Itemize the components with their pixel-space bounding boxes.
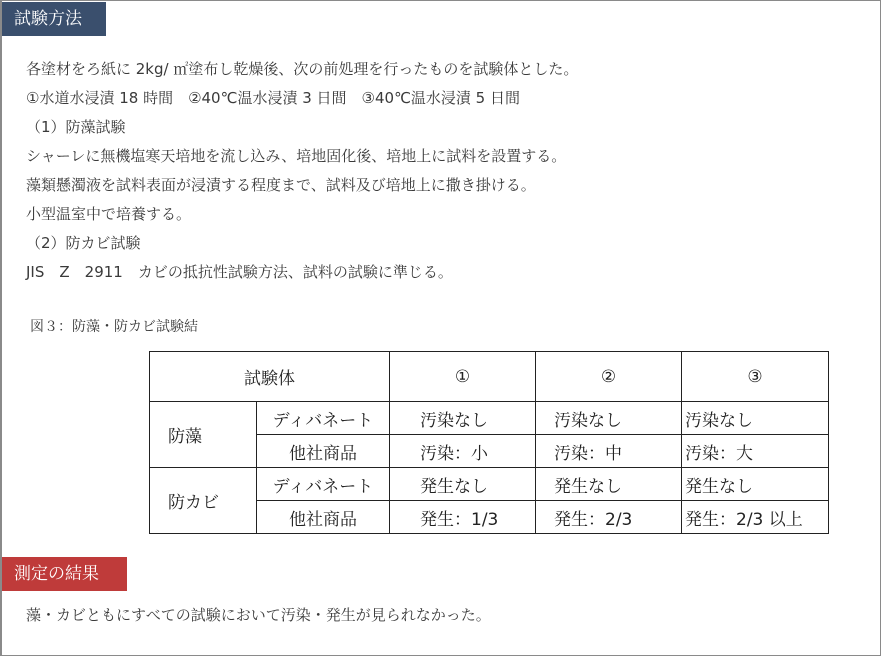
table-row: [150, 402, 829, 435]
value-cell: 汚染なし: [390, 402, 536, 435]
header-cell-specimen: 試験体: [150, 352, 390, 402]
value-cell: 発生なし: [390, 468, 536, 501]
figure-caption: 図３：防藻・防カビ試験結: [30, 319, 198, 335]
value-cell: 発生なし: [536, 468, 682, 501]
method-line: 小型温室中で培養する。: [26, 205, 192, 223]
header-cell-3: ③: [682, 352, 829, 402]
header-cell-1: ①: [390, 352, 536, 402]
product-cell: ディバネート: [257, 402, 390, 435]
result-text: 藻・カビともにすべての試験において汚染・発生が見られなかった。: [26, 606, 491, 624]
value-cell: 汚染：大: [682, 435, 829, 468]
value-cell: 発生：2/3: [536, 501, 682, 534]
table-row: [150, 468, 829, 501]
method-line: JIS Z 2911 カビの抵抗性試験方法、試料の試験に準じる。: [26, 263, 453, 281]
method-line: （2）防カビ試験: [26, 234, 141, 252]
method-line: 藻類懸濁液を試料表面が浸漬する程度まで、試料及び培地上に撒き掛ける。: [26, 176, 536, 194]
method-line: （1）防藻試験: [26, 118, 126, 136]
method-line: 各塗材をろ紙に 2kg/ ㎡塗布し乾燥後、次の前処理を行ったものを試験体とした。: [26, 60, 579, 78]
method-line: シャーレに無機塩寒天培地を流し込み、培地固化後、培地上に試料を設置する。: [26, 147, 567, 165]
value-cell: 汚染：小: [390, 435, 536, 468]
product-cell: 他社商品: [257, 501, 390, 534]
value-cell: 汚染なし: [682, 402, 829, 435]
value-cell: 汚染なし: [536, 402, 682, 435]
method-line: ①水道水浸漬 18 時間 ②40℃温水浸漬 3 日間 ③40℃温水浸漬 5 日間: [26, 89, 520, 107]
table-header-row: [150, 352, 829, 402]
value-cell: 汚染：中: [536, 435, 682, 468]
section-header-result: 測定の結果: [2, 557, 127, 591]
value-cell: 発生なし: [682, 468, 829, 501]
value-cell: 発生：2/3 以上: [682, 501, 829, 534]
header-cell-2: ②: [536, 352, 682, 402]
product-cell: 他社商品: [257, 435, 390, 468]
value-cell: 発生：1/3: [390, 501, 536, 534]
section-header-test-method: 試験方法: [2, 2, 106, 36]
product-cell: ディバネート: [257, 468, 390, 501]
group-cell-mold: 防カビ: [150, 468, 257, 534]
group-cell-algae: 防藻: [150, 402, 257, 468]
results-table: [149, 351, 829, 534]
